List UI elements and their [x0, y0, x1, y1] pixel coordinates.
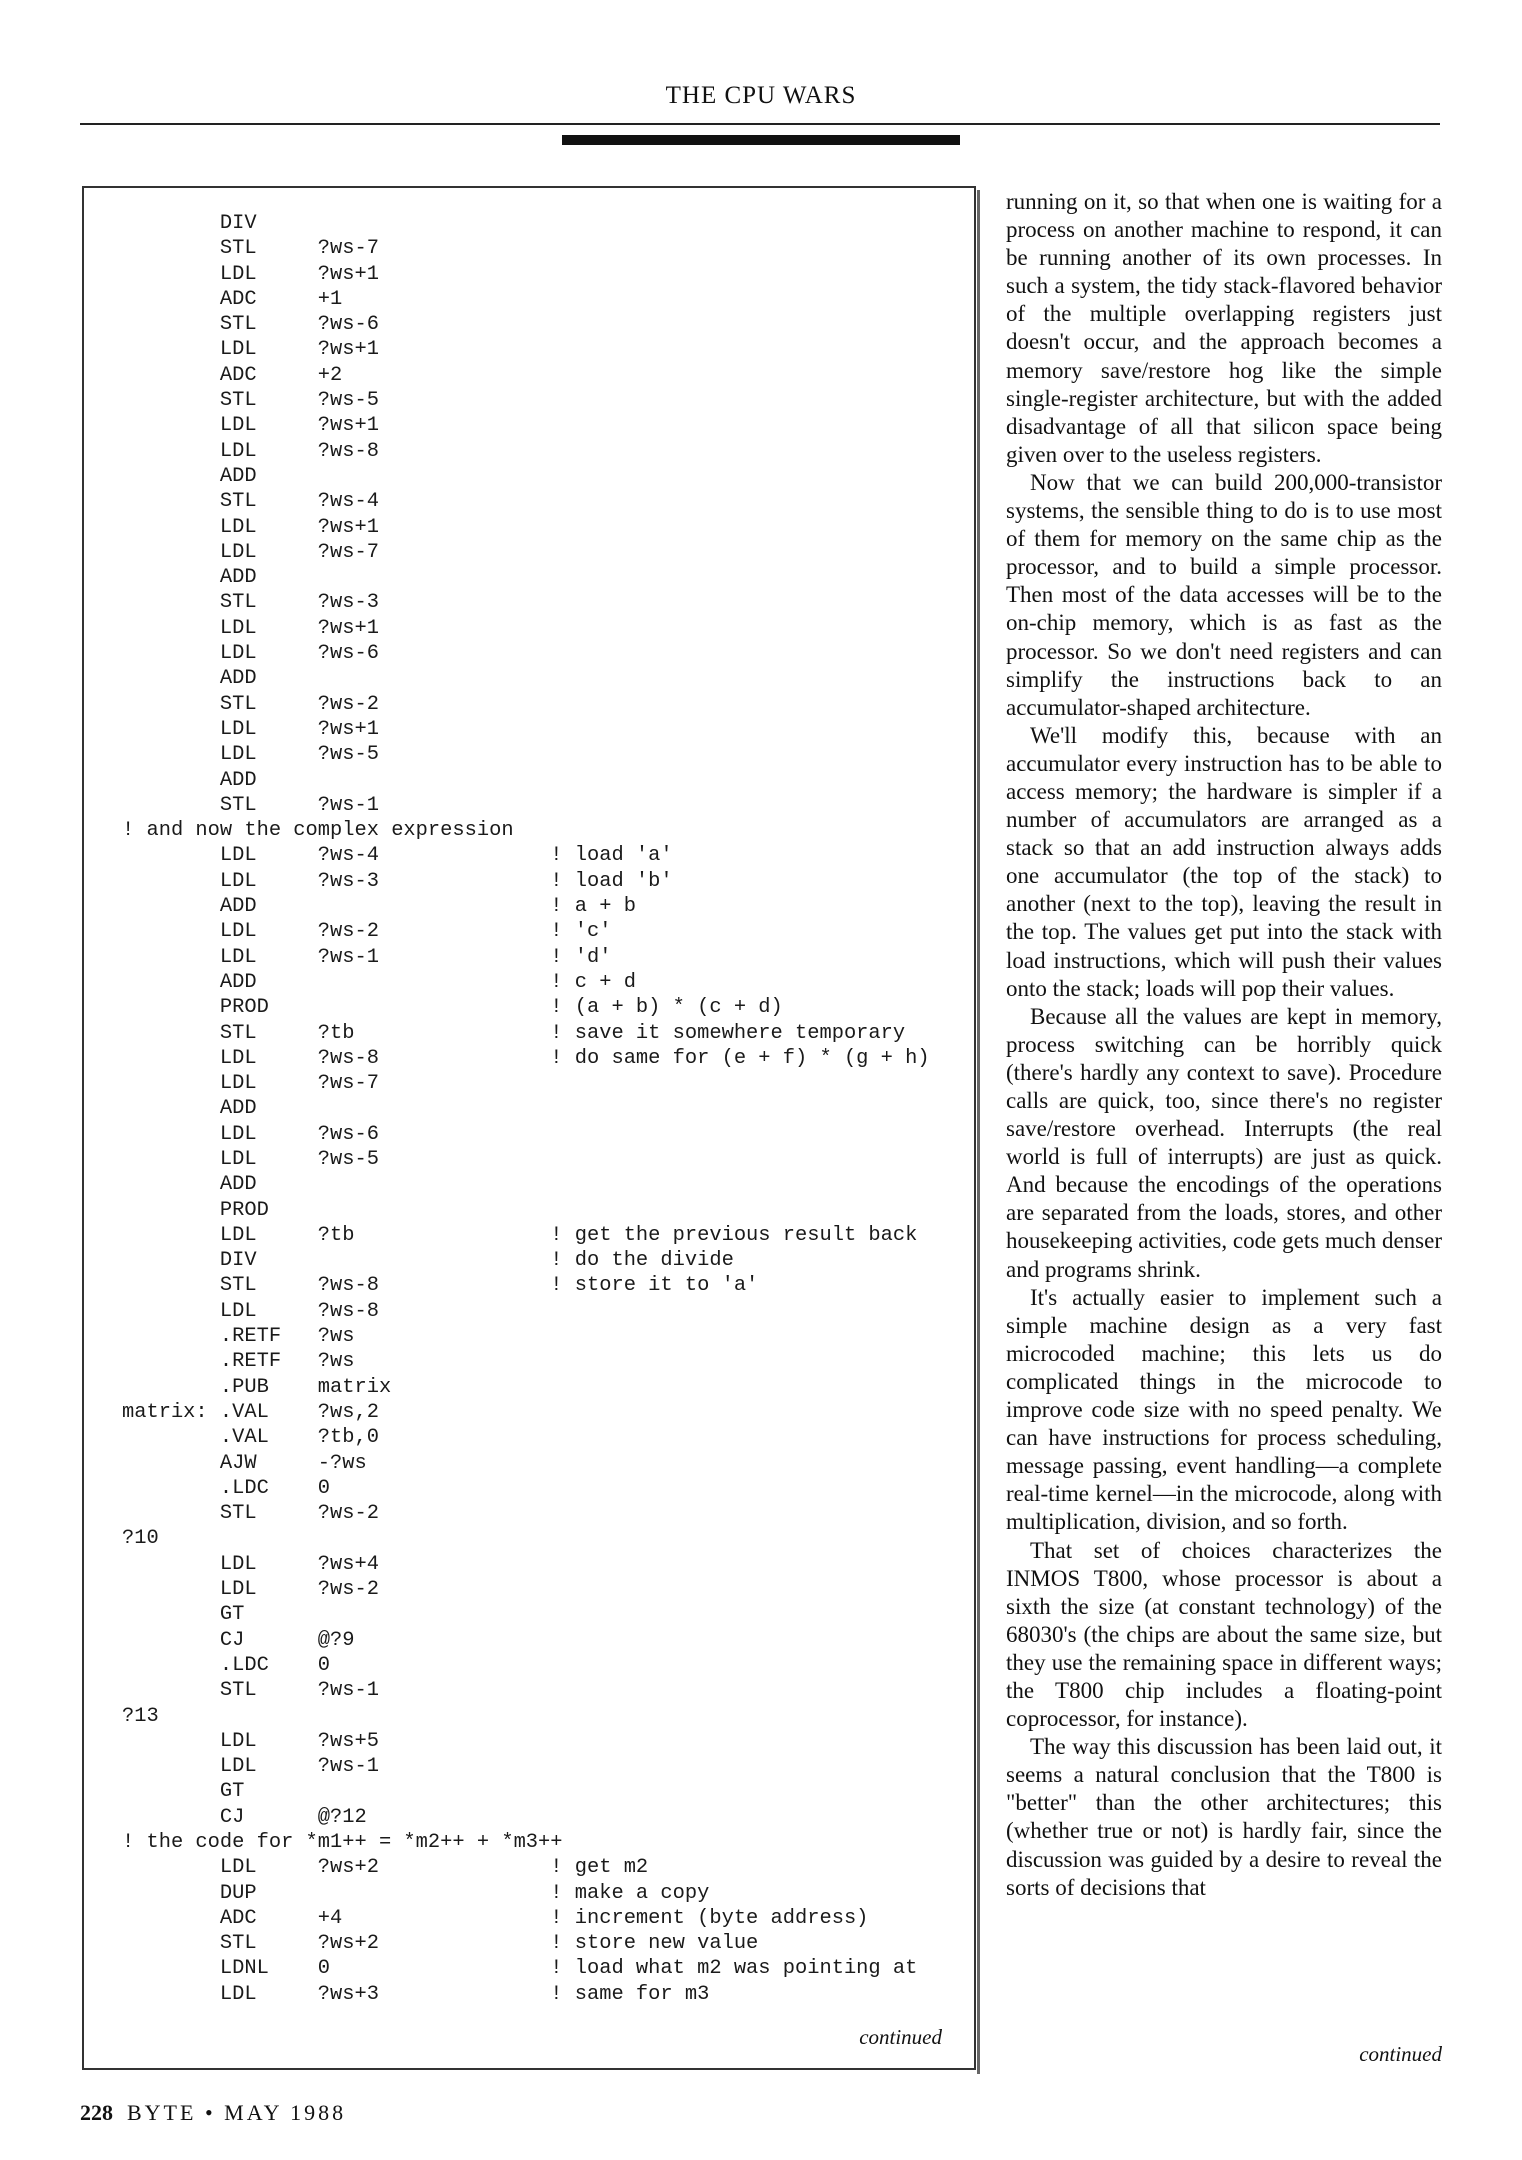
- page-number: 228: [80, 2100, 113, 2125]
- code-line: LDNL 0 ! load what m2 was pointing at: [122, 1957, 918, 1981]
- code-line: LDL ?ws+2 ! get m2: [122, 1856, 649, 1880]
- code-listing-shadow: [977, 190, 980, 2074]
- code-line: LDL ?ws-6: [122, 1122, 379, 1146]
- code-line: LDL ?ws-5: [122, 1147, 379, 1171]
- code-line: STL ?ws-2: [122, 692, 379, 716]
- article-paragraph: That set of choices characterizes the INMOS T800, whose processor is about a sixth the size (at constant technology) of the 68030's (the chips are about the same size, but they use the remaining space in different ways; the T800 chip includes a floating-point coprocessor, for instance).: [1006, 1537, 1442, 1732]
- article-paragraph: Because all the values are kept in memory, process switching can be horribly quick (there's hardly any context to save). Procedure calls are quick, too, since there's no register save/restore overhead. Interrupts (the real world is full of interrupts) are just as quick. And because the encodings of the operations are separated from the loads, stores, and other housekeeping activities, code gets much denser and programs shrink.: [1006, 1003, 1442, 1282]
- code-line: ADD: [122, 566, 257, 590]
- article-paragraph: running on it, so that when one is waiting for a process on another machine to respond, it can be running another of its own processes. In such a system, the tidy stack-flavored behavior of the multiple overlapping registers just doesn't occur, and the approach becomes a memory save/restore hog like the simple single-register architecture, but with the added disadvantage of all that silicon space being given over to the useless registers.: [1006, 189, 1442, 467]
- code-line: STL ?ws-3: [122, 591, 379, 615]
- code-line: STL ?ws-6: [122, 313, 379, 337]
- listing-continued-label: continued: [859, 2025, 942, 2049]
- running-header: THE CPU WARS: [665, 82, 857, 109]
- code-line: LDL ?ws+1: [122, 515, 379, 539]
- code-line: GT: [122, 1603, 245, 1627]
- code-line: ?13: [122, 1704, 159, 1728]
- code-line: CJ @?12: [122, 1805, 367, 1829]
- code-line: ADD: [122, 1173, 257, 1197]
- code-line: LDL ?ws-8 ! do same for (e + f) * (g + h): [122, 1046, 930, 1070]
- code-line: LDL ?ws+1: [122, 338, 379, 362]
- code-line: ADC +1: [122, 287, 343, 311]
- code-line: AJW -?ws: [122, 1451, 367, 1475]
- code-line: LDL ?ws-8: [122, 1299, 379, 1323]
- article-paragraph: Now that we can build 200,000-transistor systems, the sensible thing to do is to use most of them for memory on the same chip as the processor, and to build a simple processor. Then most of the data accesses will be to the on-chip memory, which is as fast as the processor. So we don't need registers and can simplify the instructions back to an accumulator-shaped architecture.: [1006, 469, 1442, 720]
- code-line: STL ?ws-8 ! store it to 'a': [122, 1274, 759, 1298]
- code-line: LDL ?ws-2: [122, 1578, 379, 1602]
- code-line: PROD ! (a + b) * (c + d): [122, 996, 783, 1020]
- code-line: LDL ?ws+1: [122, 717, 379, 741]
- code-line: matrix: .VAL ?ws,2: [122, 1400, 379, 1424]
- article-continued-label: continued: [1359, 2042, 1442, 2066]
- header-bar: [562, 135, 960, 145]
- code-line: LDL ?ws-8: [122, 439, 379, 463]
- code-line: .VAL ?tb,0: [122, 1426, 379, 1450]
- code-line: STL ?ws-2: [122, 1502, 379, 1526]
- article-paragraph: It's actually easier to implement such a simple machine design as a very fast microcoded machine; this lets us do complicated things in the microcode to improve code size with no speed penalty. We can have instructions for process scheduling, message passing, event handling—a complete real-time kernel—in the microcode, along with multiplication, division, and so forth.: [1006, 1284, 1442, 1535]
- code-line: ADD: [122, 667, 257, 691]
- code-line: ! the code for *m1++ = *m2++ + *m3++: [122, 1831, 563, 1854]
- code-line: .RETF ?ws: [122, 1350, 355, 1374]
- code-line: DUP ! make a copy: [122, 1881, 710, 1905]
- header-rule: [80, 123, 1440, 125]
- code-line: LDL ?ws+3 ! same for m3: [122, 1982, 710, 2006]
- code-line: LDL ?ws-7: [122, 1072, 379, 1096]
- code-line: ADD ! c + d: [122, 970, 636, 994]
- code-line: LDL ?ws+1: [122, 616, 379, 640]
- code-line: LDL ?ws+1: [122, 262, 379, 286]
- code-line: .LDC 0: [122, 1653, 331, 1677]
- code-line: ADC +4 ! increment (byte address): [122, 1906, 869, 1930]
- code-line: ADC +2: [122, 363, 343, 387]
- code-listing: [122, 211, 930, 2007]
- code-line: ! and now the complex expression: [122, 819, 514, 843]
- code-line: .RETF ?ws: [122, 1325, 355, 1349]
- article-paragraph: The way this discussion has been laid out, it seems a natural conclusion that the T800 is "better" than the other architectures; this (whether true or not) is hardly fair, since the discussion was guided by a desire to reveal the sorts of decisions that: [1006, 1734, 1442, 1900]
- code-line: .PUB matrix: [122, 1375, 392, 1399]
- code-line: .LDC 0: [122, 1476, 331, 1500]
- article-paragraph: We'll modify this, because with an accumulator every instruction has to be able to access memory; the hardware is simpler if a number of accumulators are arranged as a stack so that an add instruction always adds one accumulator (the top of the stack) to another (next to the top), leaving the result in the top. The values get put into the stack with load instructions, which will push their values onto the stack; loads will pop their values.: [1006, 722, 1442, 1001]
- code-line: STL ?ws-1: [122, 793, 379, 817]
- code-line: CJ @?9: [122, 1628, 355, 1652]
- code-line: LDL ?ws-4 ! load 'a': [122, 844, 673, 868]
- code-line: LDL ?ws-6: [122, 642, 379, 666]
- code-line: DIV ! do the divide: [122, 1249, 734, 1273]
- code-line: LDL ?ws+4: [122, 1552, 379, 1576]
- code-line: LDL ?ws-1 ! 'd': [122, 945, 612, 969]
- article-column: [1006, 188, 1442, 1902]
- code-line: STL ?ws-7: [122, 237, 379, 261]
- code-line: ?10: [122, 1527, 159, 1551]
- page-footer: [80, 2100, 346, 2126]
- code-line: LDL ?tb ! get the previous result back: [122, 1223, 918, 1247]
- code-line: ADD: [122, 464, 257, 488]
- code-line: ADD ! a + b: [122, 895, 636, 919]
- code-line: LDL ?ws-7: [122, 540, 379, 564]
- code-line: PROD: [122, 1198, 269, 1222]
- code-line: LDL ?ws-5: [122, 743, 379, 767]
- magazine-issue: BYTE • MAY 1988: [127, 2100, 347, 2125]
- code-line: STL ?ws-5: [122, 389, 379, 413]
- code-line: STL ?ws-1: [122, 1679, 379, 1703]
- code-line: ADD: [122, 1097, 257, 1121]
- code-line: LDL ?ws+5: [122, 1729, 379, 1753]
- code-line: STL ?ws+2 ! store new value: [122, 1932, 759, 1956]
- code-line: GT: [122, 1780, 245, 1804]
- code-line: LDL ?ws+1: [122, 414, 379, 438]
- code-line: STL ?tb ! save it somewhere temporary: [122, 1021, 906, 1045]
- code-line: DIV: [122, 212, 257, 235]
- code-line: LDL ?ws-2 ! 'c': [122, 920, 612, 944]
- code-line: LDL ?ws-3 ! load 'b': [122, 869, 673, 893]
- code-line: STL ?ws-4: [122, 490, 379, 514]
- code-line: ADD: [122, 768, 257, 792]
- code-line: LDL ?ws-1: [122, 1755, 379, 1779]
